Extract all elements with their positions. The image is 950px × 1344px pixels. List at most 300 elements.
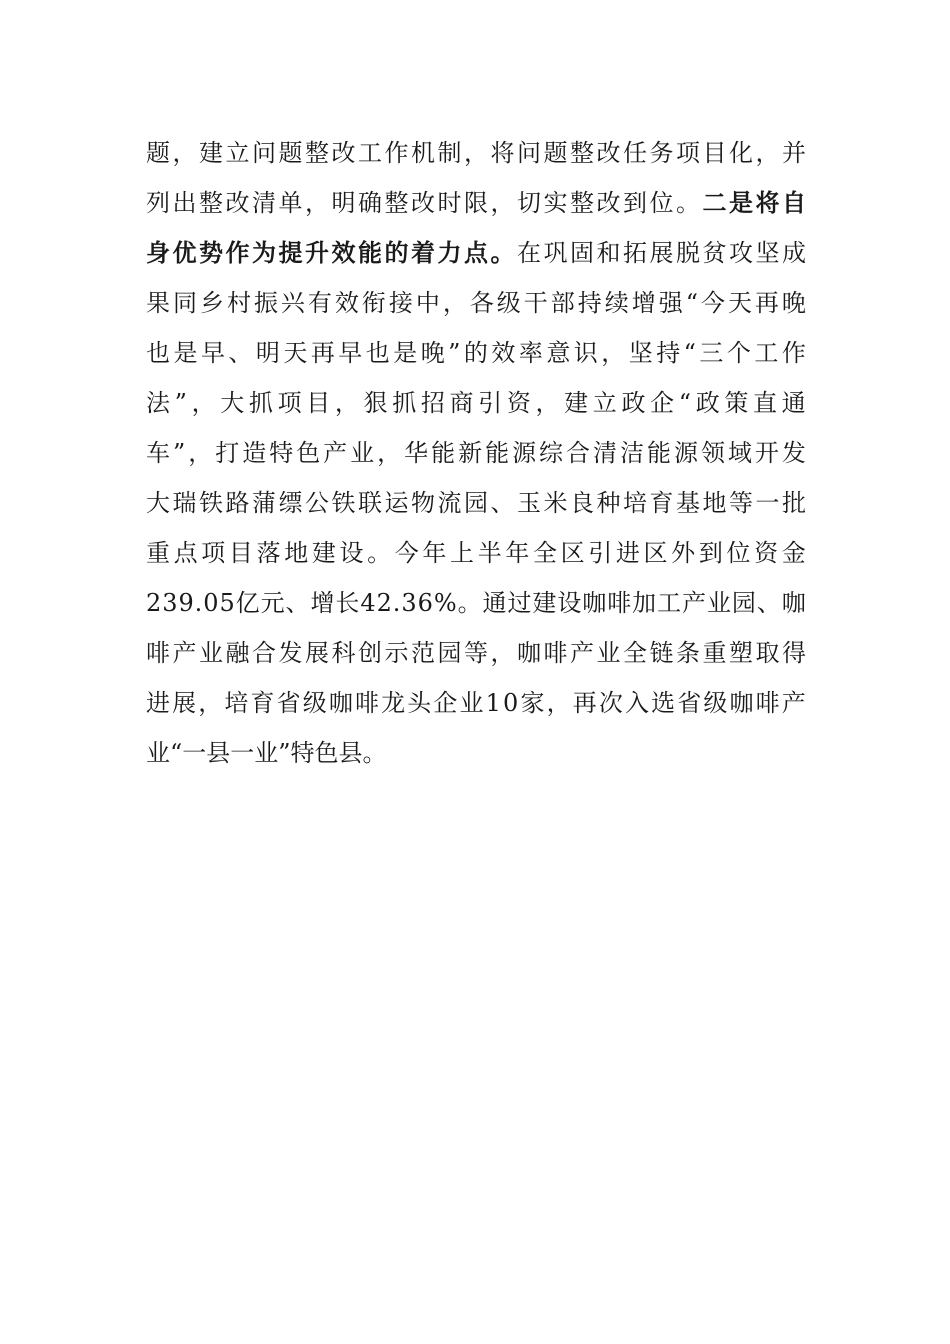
text-run: 制	[437, 139, 462, 167]
text-run: 等	[464, 639, 488, 667]
text-run: 科	[331, 639, 356, 667]
text-run: 固	[570, 239, 594, 267]
text-run: 机	[411, 139, 435, 167]
text-run: 联	[358, 489, 382, 517]
text-run: 选	[651, 689, 676, 717]
text-run: 全	[532, 539, 557, 567]
text-run: 链	[649, 639, 674, 667]
text-run: ，	[601, 339, 626, 367]
text-run: 元	[260, 589, 285, 617]
text-run: 今	[394, 539, 419, 567]
text-run: 天	[283, 339, 308, 367]
text-line	[146, 628, 806, 678]
text-run: 强	[658, 289, 683, 317]
text-run: “	[685, 289, 698, 317]
text-run: 化	[729, 139, 753, 167]
text-run: 项	[201, 539, 226, 567]
text-run: ，	[198, 689, 223, 717]
text-run: 物	[411, 489, 435, 517]
text-run: 地	[702, 489, 727, 517]
text-run: 范	[411, 639, 435, 667]
text-run: 目	[702, 139, 727, 167]
text-run: 设	[339, 539, 364, 567]
bold-text-run: 势	[199, 239, 223, 267]
text-run: 头	[407, 689, 432, 717]
text-run: ，	[377, 439, 402, 467]
text-run: 同	[172, 289, 197, 317]
text-run: 增	[631, 289, 656, 317]
text-run: 综	[539, 439, 564, 467]
text-run: 能	[485, 439, 510, 467]
text-run: 改	[411, 189, 435, 217]
text-run: ，	[546, 689, 571, 717]
text-run: 引	[588, 539, 613, 567]
text-run: 点	[173, 539, 198, 567]
text-run: 开	[754, 439, 779, 467]
text-run: 设	[557, 589, 582, 617]
text-line	[146, 528, 806, 578]
text-run: 兴	[280, 289, 305, 317]
text-run: 整	[199, 189, 223, 217]
text-run: 一	[755, 489, 780, 517]
text-run: 任	[623, 139, 647, 167]
bold-text-run: 力	[437, 239, 462, 267]
text-run: ，	[490, 189, 515, 217]
text-run: 业	[596, 639, 621, 667]
text-run: 改	[331, 139, 356, 167]
text-run: 企	[650, 389, 675, 417]
text-run: 整	[570, 139, 594, 167]
text-run: 引	[478, 389, 503, 417]
text-run: 脱	[676, 239, 700, 267]
text-run: 政	[695, 389, 720, 417]
bold-text-run: 效	[331, 239, 356, 267]
text-run: 创	[358, 639, 382, 667]
text-run: 上	[450, 539, 475, 567]
text-run: 工	[657, 589, 682, 617]
text-run: 整	[384, 189, 409, 217]
text-run: 过	[507, 589, 532, 617]
text-run: 省	[276, 689, 301, 717]
text-run: %	[433, 589, 457, 617]
text-run: 合	[566, 439, 591, 467]
text-run: 、	[756, 589, 781, 617]
text-run: 题	[278, 139, 303, 167]
text-run: 到	[623, 189, 647, 217]
text-line	[146, 278, 806, 328]
text-run: 晚	[781, 289, 806, 317]
text-run: 将	[490, 139, 515, 167]
text-run: 果	[146, 289, 170, 317]
text-run: 清	[252, 189, 276, 217]
text-run: 再	[754, 289, 779, 317]
bold-text-run: 身	[146, 239, 170, 267]
bold-text-run: 升	[305, 239, 329, 267]
text-run: 长	[335, 589, 360, 617]
text-run: 合	[252, 639, 276, 667]
text-run: 米	[543, 489, 568, 517]
bold-text-run: 为	[252, 239, 276, 267]
text-run: 省	[677, 689, 702, 717]
bold-text-run: 优	[172, 239, 197, 267]
text-run: 确	[358, 189, 382, 217]
text-run: 造	[242, 439, 267, 467]
text-run: 、	[285, 589, 310, 617]
text-run: 续	[604, 289, 629, 317]
text-run: 到	[698, 539, 723, 567]
text-run: 识	[573, 339, 598, 367]
text-run: 贫	[702, 239, 727, 267]
text-run: 三	[699, 339, 724, 367]
text-run: 示	[384, 639, 409, 667]
text-run: 、	[490, 489, 515, 517]
text-run: 通	[482, 589, 507, 617]
bold-text-run: 作	[225, 239, 250, 267]
text-run: 。	[367, 539, 392, 567]
text-run: 村	[226, 289, 251, 317]
text-run: 得	[782, 639, 806, 667]
text-run: 清	[593, 439, 618, 467]
text-run: 培	[623, 489, 647, 517]
text-run: 再	[572, 689, 597, 717]
text-run: 整	[570, 189, 594, 217]
text-run: 能	[646, 439, 671, 467]
text-run: 目	[228, 539, 253, 567]
text-run: 建	[532, 589, 557, 617]
text-run: 级	[302, 689, 327, 717]
text-run: 展	[649, 239, 674, 267]
text-run: 题	[146, 139, 170, 167]
bold-text-run: 将	[755, 189, 780, 217]
text-run: 铁	[199, 489, 223, 517]
text-run: 能	[431, 439, 456, 467]
text-run: 华	[404, 439, 429, 467]
text-run: ”	[448, 339, 461, 367]
text-line	[146, 678, 806, 728]
text-run: 亿	[235, 589, 260, 617]
text-run: 建	[199, 139, 223, 167]
text-line	[146, 328, 806, 378]
text-run: 。	[676, 189, 700, 217]
text-run: 取	[755, 639, 780, 667]
text-run: 咖	[517, 639, 541, 667]
text-run: 0	[503, 689, 519, 717]
text-run: 工	[754, 339, 779, 367]
text-run: 大	[220, 389, 245, 417]
text-run: 园	[464, 489, 488, 517]
text-run: 洁	[620, 439, 644, 467]
text-run: 改	[596, 139, 621, 167]
text-run: 2	[146, 589, 162, 617]
text-run: 外	[671, 539, 696, 567]
text-run: 是	[173, 339, 198, 367]
text-run: 园	[437, 639, 462, 667]
text-run: 坚	[628, 339, 653, 367]
bold-text-run: 提	[278, 239, 303, 267]
text-line	[146, 178, 806, 228]
text-run: 限	[464, 189, 488, 217]
text-run: 政	[621, 389, 646, 417]
text-run: 路	[225, 489, 250, 517]
text-run: 啡	[355, 689, 379, 717]
text-run: 业	[459, 689, 484, 717]
text-run: 2	[376, 589, 392, 617]
body-paragraph	[146, 128, 806, 778]
text-run: 通	[781, 389, 806, 417]
text-run: 乡	[199, 289, 224, 317]
text-run: 位	[649, 189, 674, 217]
text-run: 次	[598, 689, 623, 717]
text-line	[146, 378, 806, 428]
text-run: 抓	[248, 389, 273, 417]
text-run: 早	[338, 339, 363, 367]
text-run: 实	[543, 189, 568, 217]
text-run: 咖	[729, 689, 754, 717]
text-run: 区	[560, 539, 585, 567]
text-run: 等	[729, 489, 753, 517]
text-run: 列	[146, 189, 170, 217]
text-run: 率	[518, 339, 543, 367]
text-run: 并	[782, 139, 806, 167]
bold-text-run: 点	[464, 239, 488, 267]
text-run: 问	[252, 139, 276, 167]
bold-text-run: 着	[411, 239, 435, 267]
text-run: 落	[256, 539, 281, 567]
text-run: ，	[535, 389, 560, 417]
text-run: 坚	[755, 239, 780, 267]
text-run: ，	[464, 139, 488, 167]
text-run: 商	[449, 389, 474, 417]
text-run: ，	[188, 439, 213, 467]
bold-text-run: 能	[358, 239, 382, 267]
text-run: 产	[323, 439, 348, 467]
text-run: 干	[523, 289, 548, 317]
bold-text-run: 。	[490, 239, 515, 267]
text-run: 3	[162, 589, 178, 617]
text-run: 产	[172, 639, 197, 667]
text-run: 运	[384, 489, 409, 517]
text-run: 域	[727, 439, 752, 467]
text-run: ，	[334, 389, 359, 417]
text-run: 啡	[607, 589, 632, 617]
text-run: ，	[442, 289, 467, 317]
text-run: 和	[596, 239, 621, 267]
text-run: 融	[225, 639, 250, 667]
text-run: 育	[250, 689, 275, 717]
text-run: 策	[724, 389, 749, 417]
text-run: 项	[277, 389, 302, 417]
text-run: 再	[310, 339, 335, 367]
bold-text-run: 的	[384, 239, 409, 267]
text-run: 咖	[328, 689, 353, 717]
text-run: 级	[496, 289, 521, 317]
text-run: 。	[457, 589, 482, 617]
text-run: 资	[506, 389, 531, 417]
text-run: 区	[643, 539, 668, 567]
text-run: 巩	[543, 239, 568, 267]
text-run: 狠	[363, 389, 388, 417]
text-run: 加	[632, 589, 657, 617]
text-run: 天	[727, 289, 752, 317]
text-run: 业	[706, 589, 731, 617]
text-run: 级	[703, 689, 728, 717]
text-run: ”	[174, 389, 187, 417]
text-run: 6	[417, 589, 433, 617]
text-run: “	[683, 339, 696, 367]
text-run: 的	[463, 339, 488, 367]
text-run: 立	[592, 389, 617, 417]
text-run: 攻	[729, 239, 753, 267]
text-run: 4	[360, 589, 376, 617]
text-run: 整	[305, 139, 329, 167]
text-run: 半	[477, 539, 502, 567]
text-run: 重	[146, 539, 170, 567]
text-run: 题	[543, 139, 568, 167]
text-run: 在	[517, 239, 541, 267]
text-run: 持	[577, 289, 602, 317]
text-run: 入	[624, 689, 649, 717]
text-run: .	[194, 589, 203, 617]
text-run: 金	[781, 539, 806, 567]
text-run: 1	[485, 689, 501, 717]
text-run: 铁	[331, 489, 356, 517]
text-run: 重	[702, 639, 727, 667]
text-run: 啡	[543, 639, 568, 667]
text-run: 直	[753, 389, 777, 417]
text-run: 源	[673, 439, 698, 467]
text-run: 建	[564, 389, 589, 417]
text-run: 年	[505, 539, 530, 567]
text-run: 5	[219, 589, 235, 617]
text-run: 9	[178, 589, 194, 617]
text-run: 增	[310, 589, 335, 617]
text-run: 也	[146, 339, 170, 367]
text-run: ，	[755, 139, 780, 167]
text-line	[146, 728, 806, 778]
text-run: 中	[415, 289, 440, 317]
text-run: 大	[146, 489, 170, 517]
text-run: 3	[401, 589, 417, 617]
text-run: ，	[191, 389, 216, 417]
text-run: 家	[520, 689, 545, 717]
text-run: 效	[491, 339, 516, 367]
text-run: 个	[726, 339, 751, 367]
text-run: 业	[199, 639, 223, 667]
text-run: 蒲	[252, 489, 276, 517]
text-run: 流	[437, 489, 462, 517]
text-run: 玉	[517, 489, 541, 517]
text-run: 产	[570, 639, 594, 667]
text-run: 批	[782, 489, 806, 517]
text-run: 业“一县一业”特色县。	[146, 739, 387, 767]
text-run: 建	[311, 539, 336, 567]
text-run: ，	[490, 639, 515, 667]
text-run: 进	[146, 689, 170, 717]
text-run: 振	[253, 289, 278, 317]
text-run: 特	[269, 439, 294, 467]
text-run: 基	[676, 489, 700, 517]
text-run: 是	[393, 339, 418, 367]
text-line	[146, 228, 806, 278]
text-run: 拓	[623, 239, 647, 267]
text-run: 早	[200, 339, 225, 367]
text-run: 问	[517, 139, 541, 167]
text-run: 啡	[755, 689, 780, 717]
text-run: 年	[422, 539, 447, 567]
text-run: 培	[224, 689, 249, 717]
text-run: 企	[433, 689, 458, 717]
text-run: “	[678, 389, 692, 417]
text-run: 公	[305, 489, 329, 517]
text-run: 育	[649, 489, 674, 517]
text-run: 展	[172, 689, 197, 717]
text-run: 领	[700, 439, 725, 467]
text-run: 位	[726, 539, 751, 567]
text-run: 单	[278, 189, 303, 217]
text-run: 今	[700, 289, 725, 317]
text-run: 改	[225, 189, 250, 217]
text-run: 缥	[278, 489, 303, 517]
text-run: 展	[305, 639, 329, 667]
text-run: 车	[146, 439, 170, 467]
text-run: 产	[682, 589, 706, 617]
text-run: 项	[676, 139, 700, 167]
text-run: 抓	[392, 389, 417, 417]
text-run: 源	[512, 439, 537, 467]
text-run: 业	[350, 439, 375, 467]
text-run: 衔	[361, 289, 386, 317]
text-run: 意	[546, 339, 571, 367]
bold-text-run: 二	[702, 189, 727, 217]
text-line	[146, 478, 806, 528]
text-run: 0	[203, 589, 219, 617]
bold-text-run: 自	[782, 189, 806, 217]
text-run: 招	[420, 389, 445, 417]
text-run: 瑞	[172, 489, 197, 517]
text-run: ，	[172, 139, 197, 167]
text-run: 接	[388, 289, 413, 317]
text-run: 资	[754, 539, 779, 567]
text-run: 色	[296, 439, 321, 467]
text-run: 全	[623, 639, 647, 667]
text-run: 产	[781, 689, 806, 717]
text-line	[146, 128, 806, 178]
text-run: 作	[384, 139, 409, 167]
text-run: 种	[596, 489, 621, 517]
text-run: 持	[656, 339, 681, 367]
text-run: 效	[334, 289, 359, 317]
text-run: 出	[172, 189, 197, 217]
text-run: 进	[615, 539, 640, 567]
text-run: 也	[365, 339, 390, 367]
text-run: 园	[731, 589, 756, 617]
text-run: 成	[782, 239, 806, 267]
text-run: 发	[781, 439, 806, 467]
text-run: 、	[228, 339, 253, 367]
text-line	[146, 428, 806, 478]
text-run: 明	[331, 189, 356, 217]
text-run: 咖	[582, 589, 607, 617]
text-run: 切	[517, 189, 541, 217]
text-run: 各	[469, 289, 494, 317]
text-run: ，	[305, 189, 329, 217]
text-run: 时	[437, 189, 462, 217]
text-run: 咖	[781, 589, 806, 617]
text-run: 良	[570, 489, 594, 517]
text-run: 法	[146, 389, 170, 417]
text-run: .	[392, 589, 401, 617]
text-run: 啡	[146, 639, 170, 667]
